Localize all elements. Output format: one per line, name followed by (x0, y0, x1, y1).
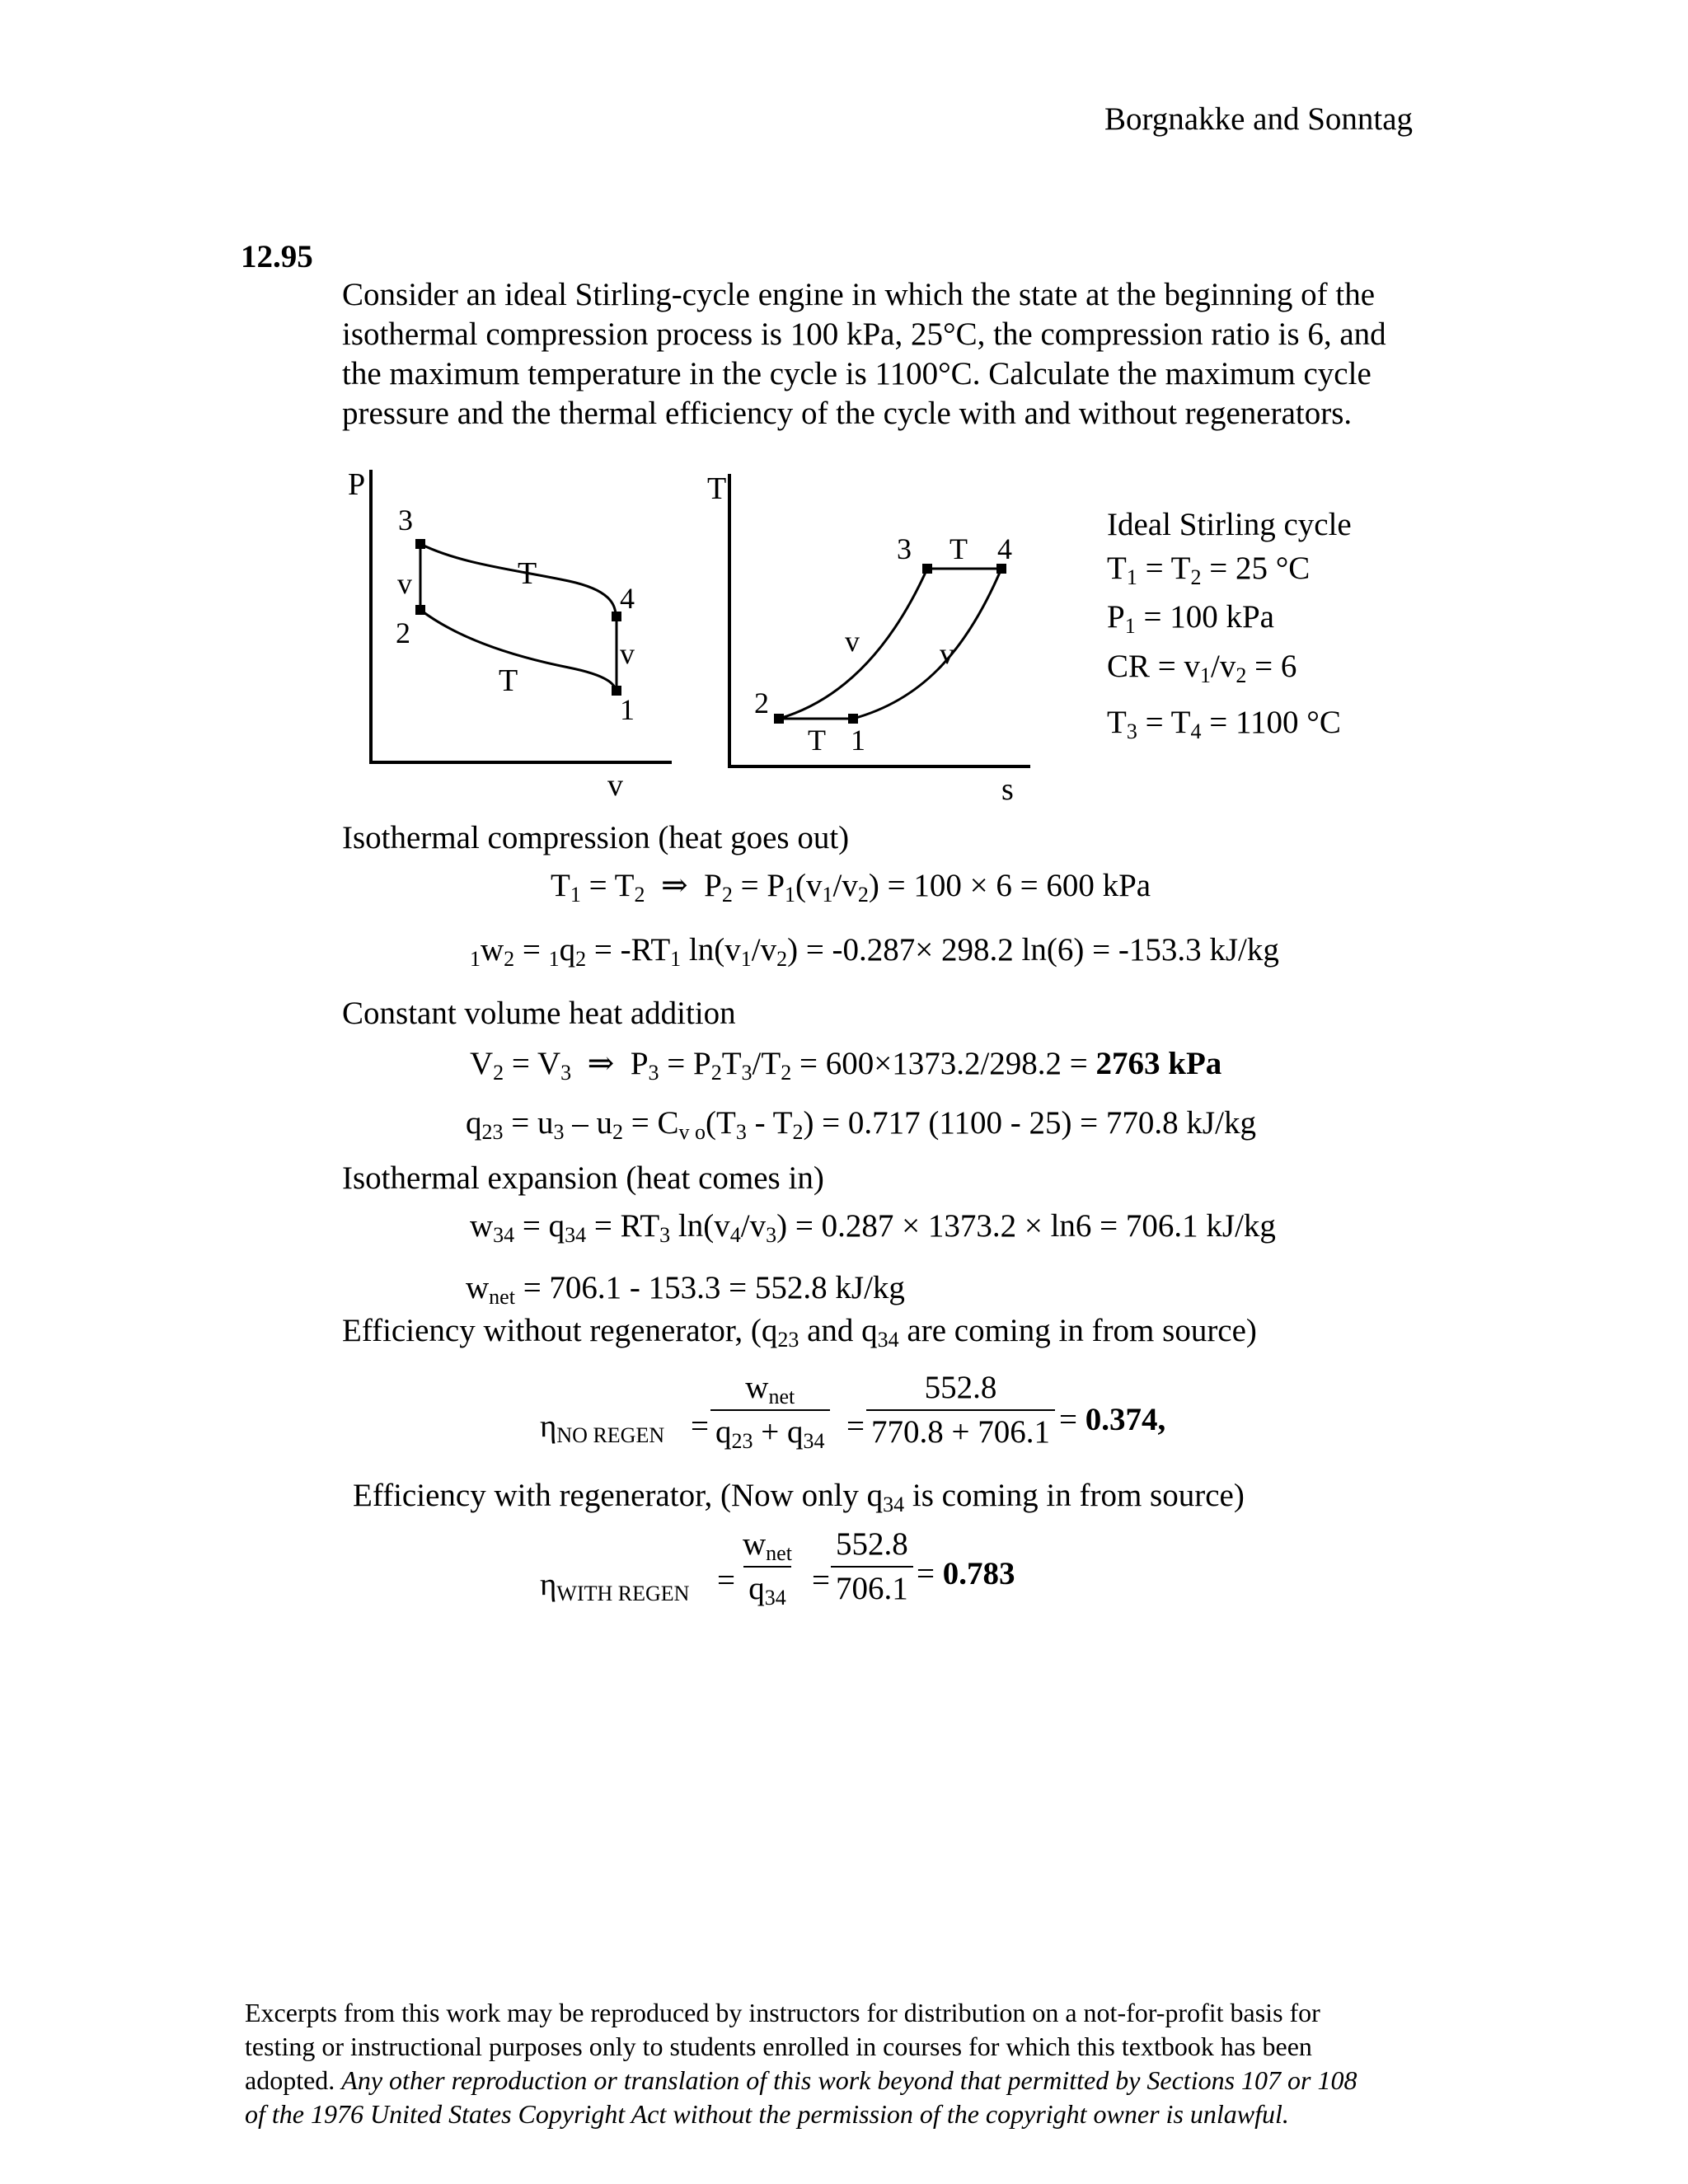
equation-work-12: $_1w_2 = _1q_2 = -RT_1$ $\ln(v_1/v_2) = -0.287\times 298.2$ ln(6) = -153.3 kJ/kg (470, 932, 1279, 971)
equation-wnet: $w_{net} = 706.1 - 153.3 = 552.8$ kJ/kg (466, 1270, 905, 1309)
problem-statement-line-2: isothermal compression process is 100 kPa, 25°C, the compression ratio is 6, and (342, 316, 1386, 352)
eta-no-regen-subscript: NO REGEN (556, 1423, 665, 1447)
equation-p3-result: 2763 kPa (1095, 1046, 1222, 1081)
ts-state-2-label: 2 (754, 687, 769, 719)
summary-title: Ideal Stirling cycle (1107, 507, 1352, 542)
pv-axis-p-label: P (348, 467, 366, 502)
ts-label-v-right: v (940, 637, 954, 670)
eta-with-regen-result: = 0.783 (917, 1556, 1015, 1591)
eta-no-regen-symbol: $\eta_{NO REGEN}$ (540, 1408, 665, 1447)
equation-q23-tail: $(T_3 - T_2) = 0.717$ (1100 - 25) = 770.8 kJ/kg (706, 1105, 1256, 1144)
heading-isothermal-expansion: Isothermal expansion (heat comes in) (342, 1160, 824, 1196)
heading-efficiency-with-regen-tail: is coming in from source) (912, 1478, 1245, 1513)
footer-line-3-italic: Any other reproduction or translation of this work beyond that permitted by Sections 107 or 108 (341, 2065, 1357, 2095)
summary-temp-low-value: = 25 °C (1209, 551, 1311, 586)
footer-line-3 (245, 2064, 1357, 2097)
equation-work-34-tail: $\ln(v_4/v_3) = 0.287 \times 1373.2 \times \ln 6 = 706.1$ kJ/kg (678, 1208, 1276, 1247)
ts-axis-t-label: T (707, 471, 727, 506)
pv-label-t-top: T (518, 556, 537, 591)
pv-label-v-left: v (397, 567, 412, 600)
eta-no-regen-result: = 0.374, (1059, 1402, 1166, 1437)
summary-pressure-value: = 100 kPa (1143, 599, 1274, 635)
equation-p2: $T_1 = T_2$ ⇒ $P_2 = P_1(v_1/v_2) = 100 \times 6 = 600$ kPa (551, 868, 1151, 907)
fraction-numeric-with-regen (831, 1526, 913, 1607)
pv-state-1-label: 1 (620, 693, 635, 726)
ts-state-1-marker (848, 714, 858, 724)
pv-label-t-bottom: T (499, 663, 518, 698)
pv-diagram (330, 462, 692, 808)
fraction-denominator: 770.8 + 706.1 (866, 1409, 1055, 1451)
ts-state-3-marker (922, 564, 932, 574)
problem-number: 12.95 (241, 239, 313, 274)
problem-statement-line-1: Consider an ideal Stirling-cycle engine in which the state at the beginning of the (342, 277, 1376, 312)
ts-axis-s-label: s (1001, 772, 1014, 807)
equation-p3: $V_2 = V_3$ ⇒ $P_3 = P_2T_3/T_2 = 600\times 1373.2/298.2 = 2763$ kPa (470, 1046, 1222, 1085)
ts-label-t-top: T (950, 532, 968, 565)
heading-efficiency-with-regen-text: Efficiency with regenerator, (Now only (353, 1478, 859, 1513)
pv-label-v-right: v (620, 637, 635, 670)
summary-pressure: $P_1 = 100$ kPa (1107, 599, 1274, 638)
fraction-wnet-over-q (710, 1370, 830, 1451)
ts-state-2-marker (774, 714, 784, 724)
footer-line-1: Excerpts from this work may be reproduced by instructors for distribution on a not-for-profit basis for (245, 1998, 1320, 2027)
summary-temp-high-value: = 1100 °C (1209, 705, 1341, 740)
equals-sign: = (717, 1563, 735, 1598)
fraction-numerator: 552.8 (836, 1526, 908, 1562)
eta-no-regen-value: 0.374, (1085, 1402, 1166, 1437)
equals-sign: = (691, 1408, 709, 1444)
ts-diagram (692, 462, 1055, 808)
ts-state-3-label: 3 (897, 532, 912, 565)
equation-work-34: $w_{34} = q_{34} = RT_3$ $\ln(v_4/v_3) = 0.287 \times 1373.2 \times \ln 6 = 706.1$ kJ/kg (470, 1208, 1276, 1247)
header-author: Borgnakke and Sonntag (1104, 101, 1414, 137)
pv-axis-v-label: v (607, 768, 623, 803)
pv-state-3-label: 3 (398, 504, 413, 537)
heading-isothermal-compression: Isothermal compression (heat goes out) (342, 820, 850, 855)
footer-line-4: of the 1976 United States Copyright Act without the permission of the copyright owner is unlawful. (245, 2099, 1289, 2129)
fraction-numerator: $w_{net}$ (745, 1370, 795, 1408)
pv-state-2-label: 2 (396, 616, 410, 649)
footer-line-2: testing or instructional purposes only to students enrolled in courses for which this textbook has been (245, 2032, 1312, 2061)
equation-p2-tail: $(v_1/v_2) = 100 \times 6 = 600$ kPa (795, 868, 1151, 907)
pv-state-4-label: 4 (620, 582, 635, 615)
fraction-denominator: $q_{23} + q_{34}$ (710, 1409, 830, 1451)
equation-work-12-tail: $\ln(v_1/v_2) = -0.287\times 298.2$ ln(6) = -153.3 kJ/kg (688, 932, 1279, 971)
eta-with-regen-symbol: $\eta_{WITH REGEN}$ (540, 1567, 690, 1605)
equals-sign: = (812, 1563, 830, 1598)
ts-state-4-label: 4 (997, 532, 1012, 565)
equation-wnet-tail: = 706.1 - 153.3 = 552.8 kJ/kg (523, 1270, 905, 1305)
heading-efficiency-no-regen-tail: are coming in from source) (907, 1313, 1257, 1348)
fraction-wnet-over-q34 (738, 1526, 797, 1610)
problem-statement-line-4: pressure and the thermal efficiency of the cycle with and without regenerators. (342, 396, 1353, 431)
heading-efficiency-no-regen-and: and (807, 1313, 854, 1348)
ts-isochor-right (853, 569, 1001, 719)
summary-temp-high: $T_3 = T_4 = 1100$ °C (1107, 705, 1341, 743)
pv-state-3-marker (415, 539, 425, 549)
equals-sign: = (846, 1408, 865, 1444)
fraction-numerator: 552.8 (924, 1370, 997, 1405)
equation-q23: $q_{23} = u_3 - u_2 = C_{v o}(T_3 - T_2) = 0.717$ (1100 - 25) = 770.8 kJ/kg (466, 1105, 1256, 1144)
pv-isotherm-low (420, 610, 617, 691)
summary-compression-ratio: CR = $v_1/v_2 = 6$ (1107, 649, 1297, 687)
fraction-numerator: $w_{net}$ (743, 1526, 792, 1565)
heading-constant-volume: Constant volume heat addition (342, 996, 736, 1031)
heading-efficiency-no-regen: Efficiency without regenerator, ($q_{23}$ and $q_{34}$ are coming in from source) (342, 1313, 1257, 1352)
fraction-denominator: $q_{34}$ (743, 1566, 791, 1607)
summary-temp-low: $T_1 = T_2 = 25$ °C (1107, 551, 1311, 589)
eta-with-regen-value: 0.783 (942, 1556, 1015, 1591)
fraction-denominator: 706.1 (831, 1566, 913, 1607)
ts-label-v-left: v (845, 625, 860, 658)
pv-state-2-marker (415, 605, 425, 615)
eta-with-regen-subscript: WITH REGEN (556, 1582, 690, 1605)
problem-statement-line-3: the maximum temperature in the cycle is 1100°C. Calculate the maximum cycle (342, 356, 1372, 391)
fraction-numeric-no-regen (866, 1370, 1055, 1451)
ts-label-t-bottom: T (808, 724, 826, 757)
heading-efficiency-with-regen: Efficiency with regenerator, (Now only $q_{34}$ is coming in from source) (353, 1478, 1245, 1516)
heading-efficiency-no-regen-text: Efficiency without regenerator, (342, 1313, 743, 1348)
summary-cr-value: = 6 (1254, 649, 1297, 684)
ts-state-1-label: 1 (851, 724, 865, 757)
footer-line-3-plain: adopted. (245, 2065, 335, 2095)
equation-p3-mid: = 600×1373.2/298.2 = (799, 1046, 1088, 1081)
